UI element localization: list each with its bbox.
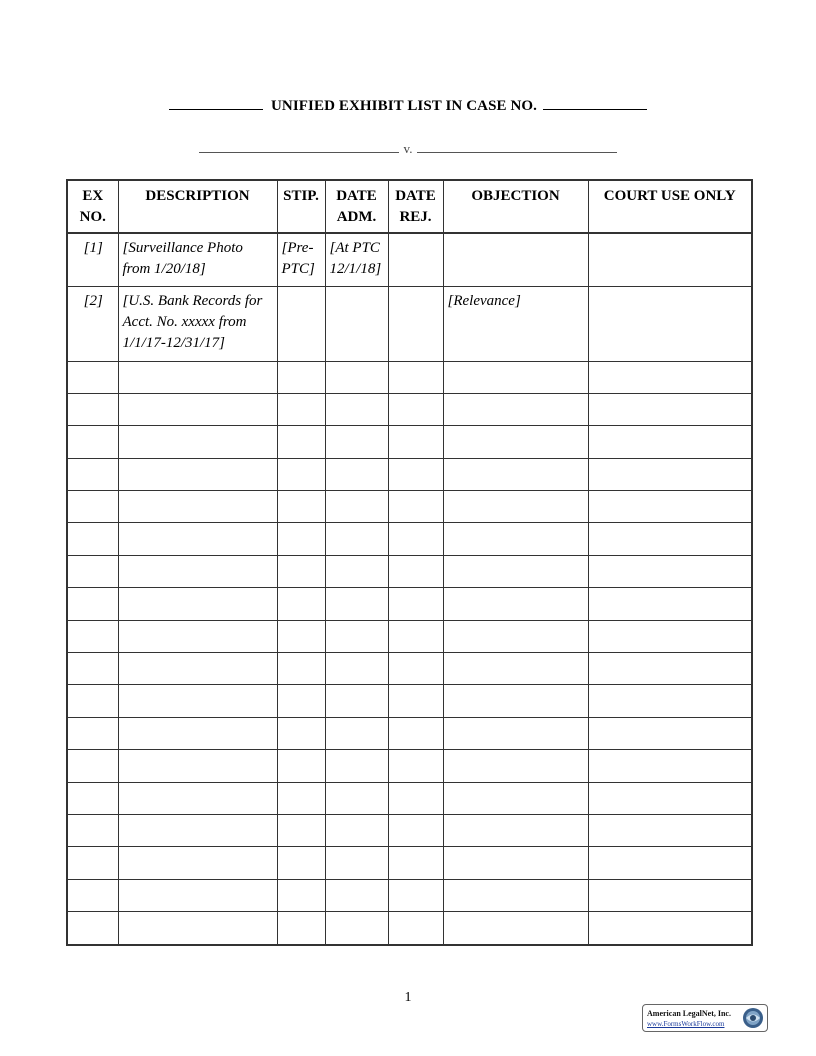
cell-court-use[interactable] xyxy=(588,620,752,652)
cell-stip[interactable] xyxy=(277,393,325,425)
cell-date-adm[interactable] xyxy=(325,879,388,911)
cell-ex-no[interactable] xyxy=(67,717,118,749)
cell-court-use[interactable] xyxy=(588,426,752,458)
cell-description[interactable] xyxy=(118,458,277,490)
cell-ex-no[interactable] xyxy=(67,361,118,393)
cell-date-rej[interactable] xyxy=(388,750,443,782)
table-row xyxy=(67,233,752,286)
cell-description[interactable] xyxy=(118,620,277,652)
table-row xyxy=(67,620,752,652)
cell-ex-no[interactable] xyxy=(67,814,118,846)
cell-date-rej[interactable] xyxy=(388,782,443,814)
cell-date-adm[interactable] xyxy=(325,588,388,620)
cell-ex-no[interactable] xyxy=(67,750,118,782)
table-row xyxy=(67,685,752,717)
cell-court-use[interactable] xyxy=(588,814,752,846)
cell-court-use[interactable] xyxy=(588,233,752,286)
table-row xyxy=(67,847,752,879)
cell-date-adm[interactable] xyxy=(325,620,388,652)
cell-court-use[interactable] xyxy=(588,393,752,425)
table-row xyxy=(67,782,752,814)
cell-description[interactable] xyxy=(118,685,277,717)
cell-description[interactable] xyxy=(118,782,277,814)
header-description: DESCRIPTION xyxy=(118,180,277,233)
cell-objection[interactable] xyxy=(443,426,588,458)
cell-description[interactable]: [U.S. Bank Records for Acct. No. xxxxx from 1/1/17-12/31/17] xyxy=(118,286,277,361)
table-row xyxy=(67,555,752,587)
table-row xyxy=(67,814,752,846)
cell-description[interactable] xyxy=(118,879,277,911)
cell-date-adm[interactable] xyxy=(325,653,388,685)
table-row xyxy=(67,523,752,555)
cell-stip[interactable] xyxy=(277,555,325,587)
cell-description[interactable] xyxy=(118,912,277,945)
cell-description[interactable] xyxy=(118,814,277,846)
header-court-use: COURT USE ONLY xyxy=(588,180,752,233)
header-stip: STIP. xyxy=(277,180,325,233)
cell-court-use[interactable] xyxy=(588,750,752,782)
cell-stip[interactable] xyxy=(277,458,325,490)
cell-description[interactable] xyxy=(118,653,277,685)
title-text: UNIFIED EXHIBIT LIST IN CASE NO. xyxy=(270,98,538,114)
cell-court-use[interactable] xyxy=(588,685,752,717)
cell-stip[interactable] xyxy=(277,717,325,749)
cell-court-use[interactable] xyxy=(588,912,752,945)
case-number-blank[interactable] xyxy=(543,95,647,110)
cell-stip[interactable] xyxy=(277,847,325,879)
cell-court-use[interactable] xyxy=(588,879,752,911)
cell-ex-no[interactable] xyxy=(67,782,118,814)
globe-icon xyxy=(742,1007,764,1029)
cell-date-adm[interactable] xyxy=(325,286,388,361)
cell-date-adm[interactable] xyxy=(325,523,388,555)
defendant-blank[interactable] xyxy=(417,140,617,153)
cell-objection[interactable] xyxy=(443,555,588,587)
cell-date-adm[interactable] xyxy=(325,847,388,879)
cell-objection[interactable] xyxy=(443,523,588,555)
cell-objection[interactable] xyxy=(443,393,588,425)
table-row xyxy=(67,879,752,911)
table-row xyxy=(67,393,752,425)
cell-date-rej[interactable] xyxy=(388,458,443,490)
cell-date-rej[interactable] xyxy=(388,426,443,458)
cell-description[interactable] xyxy=(118,491,277,523)
cell-stip[interactable] xyxy=(277,685,325,717)
cell-ex-no[interactable] xyxy=(67,523,118,555)
cell-date-rej[interactable] xyxy=(388,286,443,361)
cell-ex-no[interactable] xyxy=(67,847,118,879)
cell-stip[interactable] xyxy=(277,814,325,846)
cell-objection[interactable]: [Relevance] xyxy=(443,286,588,361)
header-objection: OBJECTION xyxy=(443,180,588,233)
cell-ex-no[interactable] xyxy=(67,458,118,490)
cell-ex-no[interactable] xyxy=(67,393,118,425)
cell-stip[interactable] xyxy=(277,653,325,685)
cell-objection[interactable] xyxy=(443,620,588,652)
cell-description[interactable] xyxy=(118,847,277,879)
cell-ex-no[interactable] xyxy=(67,879,118,911)
cell-date-adm[interactable] xyxy=(325,717,388,749)
cell-date-rej[interactable] xyxy=(388,653,443,685)
cell-date-rej[interactable] xyxy=(388,814,443,846)
cell-ex-no[interactable] xyxy=(67,588,118,620)
table-row xyxy=(67,458,752,490)
table-row xyxy=(67,912,752,945)
cell-stip[interactable] xyxy=(277,879,325,911)
cell-description[interactable] xyxy=(118,523,277,555)
cell-description[interactable]: [Surveillance Photo from 1/20/18] xyxy=(118,233,277,286)
cell-date-rej[interactable] xyxy=(388,685,443,717)
cell-court-use[interactable] xyxy=(588,491,752,523)
cell-description[interactable] xyxy=(118,717,277,749)
table-row xyxy=(67,361,752,393)
cell-date-adm[interactable] xyxy=(325,685,388,717)
cell-stip[interactable]: [Pre- PTC] xyxy=(277,233,325,286)
cell-date-rej[interactable] xyxy=(388,717,443,749)
versus-label: v. xyxy=(403,141,413,156)
cell-description[interactable] xyxy=(118,393,277,425)
cell-court-use[interactable] xyxy=(588,523,752,555)
cell-date-adm[interactable]: [At PTC 12/1/18] xyxy=(325,233,388,286)
cell-objection[interactable] xyxy=(443,814,588,846)
cell-objection[interactable] xyxy=(443,750,588,782)
cell-description[interactable] xyxy=(118,426,277,458)
cell-objection[interactable] xyxy=(443,879,588,911)
table-row xyxy=(67,653,752,685)
cell-objection[interactable] xyxy=(443,491,588,523)
cell-date-rej[interactable] xyxy=(388,555,443,587)
cell-ex-no[interactable] xyxy=(67,685,118,717)
logo-company-name: American LegalNet, Inc. xyxy=(647,1009,731,1018)
cell-stip[interactable] xyxy=(277,588,325,620)
cell-objection[interactable] xyxy=(443,458,588,490)
cell-description[interactable] xyxy=(118,588,277,620)
cell-date-adm[interactable] xyxy=(325,555,388,587)
cell-date-rej[interactable] xyxy=(388,233,443,286)
header-date-adm: DATE ADM. xyxy=(325,180,388,233)
cell-ex-no[interactable]: [1] xyxy=(67,233,118,286)
cell-objection[interactable] xyxy=(443,588,588,620)
cell-objection[interactable] xyxy=(443,685,588,717)
page-number: 1 xyxy=(404,990,412,1005)
cell-ex-no[interactable] xyxy=(67,620,118,652)
cell-stip[interactable] xyxy=(277,426,325,458)
cell-stip[interactable] xyxy=(277,523,325,555)
cell-date-rej[interactable] xyxy=(388,491,443,523)
cell-objection[interactable] xyxy=(443,912,588,945)
cell-court-use[interactable] xyxy=(588,717,752,749)
cell-date-rej[interactable] xyxy=(388,847,443,879)
cell-ex-no[interactable] xyxy=(67,491,118,523)
cell-stip[interactable] xyxy=(277,361,325,393)
cell-date-adm[interactable] xyxy=(325,782,388,814)
cell-court-use[interactable] xyxy=(588,286,752,361)
table-row xyxy=(67,750,752,782)
cell-objection[interactable] xyxy=(443,361,588,393)
document-title xyxy=(0,95,816,115)
plaintiff-blank[interactable] xyxy=(199,140,399,153)
table-row xyxy=(67,491,752,523)
cell-objection[interactable] xyxy=(443,847,588,879)
cell-ex-no[interactable] xyxy=(67,653,118,685)
header-date-rej: DATE REJ. xyxy=(388,180,443,233)
cell-stip[interactable] xyxy=(277,491,325,523)
cell-stip[interactable] xyxy=(277,286,325,361)
cell-objection[interactable] xyxy=(443,717,588,749)
cell-date-rej[interactable] xyxy=(388,393,443,425)
table-row xyxy=(67,426,752,458)
cell-description[interactable] xyxy=(118,361,277,393)
case-caption xyxy=(0,140,816,157)
cell-date-adm[interactable] xyxy=(325,426,388,458)
cell-date-adm[interactable] xyxy=(325,361,388,393)
table-row xyxy=(67,717,752,749)
cell-date-rej[interactable] xyxy=(388,620,443,652)
cell-stip[interactable] xyxy=(277,782,325,814)
cell-court-use[interactable] xyxy=(588,588,752,620)
header-row xyxy=(67,180,752,233)
cell-date-adm[interactable] xyxy=(325,458,388,490)
exhibit-table xyxy=(66,179,753,946)
cell-date-adm[interactable] xyxy=(325,750,388,782)
cell-court-use[interactable] xyxy=(588,555,752,587)
cell-ex-no[interactable] xyxy=(67,426,118,458)
case-party-blank[interactable] xyxy=(169,95,263,110)
cell-objection[interactable] xyxy=(443,233,588,286)
cell-ex-no[interactable]: [2] xyxy=(67,286,118,361)
cell-court-use[interactable] xyxy=(588,458,752,490)
cell-date-rej[interactable] xyxy=(388,588,443,620)
cell-date-adm[interactable] xyxy=(325,393,388,425)
cell-objection[interactable] xyxy=(443,782,588,814)
cell-stip[interactable] xyxy=(277,750,325,782)
cell-date-rej[interactable] xyxy=(388,523,443,555)
cell-stip[interactable] xyxy=(277,912,325,945)
cell-ex-no[interactable] xyxy=(67,912,118,945)
cell-date-rej[interactable] xyxy=(388,912,443,945)
cell-ex-no[interactable] xyxy=(67,555,118,587)
cell-court-use[interactable] xyxy=(588,847,752,879)
cell-date-rej[interactable] xyxy=(388,879,443,911)
cell-court-use[interactable] xyxy=(588,782,752,814)
cell-date-adm[interactable] xyxy=(325,912,388,945)
table-row xyxy=(67,588,752,620)
header-ex-no: EX NO. xyxy=(67,180,118,233)
cell-date-rej[interactable] xyxy=(388,361,443,393)
cell-stip[interactable] xyxy=(277,620,325,652)
cell-date-adm[interactable] xyxy=(325,814,388,846)
cell-court-use[interactable] xyxy=(588,653,752,685)
cell-court-use[interactable] xyxy=(588,361,752,393)
publisher-logo[interactable] xyxy=(642,1004,768,1032)
logo-url-link[interactable]: www.FormsWorkFlow.com xyxy=(647,1020,725,1028)
cell-objection[interactable] xyxy=(443,653,588,685)
cell-date-adm[interactable] xyxy=(325,491,388,523)
cell-description[interactable] xyxy=(118,555,277,587)
cell-description[interactable] xyxy=(118,750,277,782)
table-row xyxy=(67,286,752,361)
